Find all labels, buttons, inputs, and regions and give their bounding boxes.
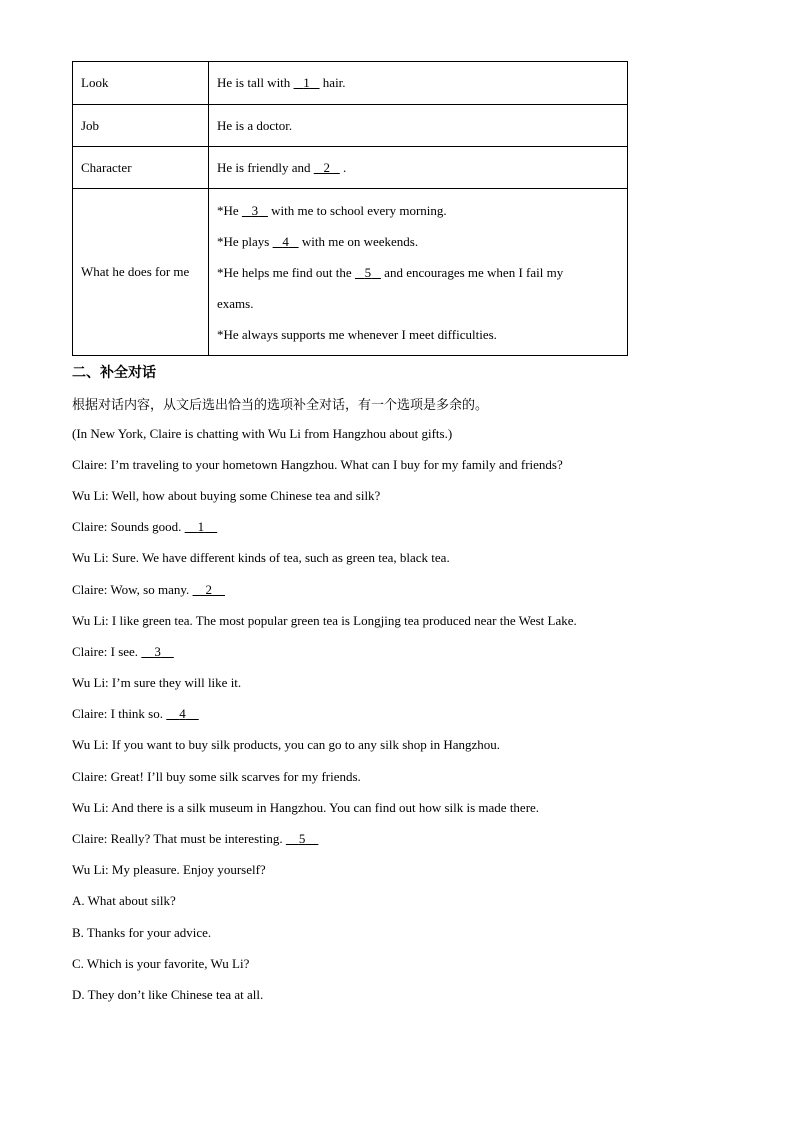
- dialogue-line: Claire: Great! I’ll buy some silk scarves for my friends.: [72, 769, 361, 784]
- section-instruction: 根据对话内容，从文后选出恰当的选项补全对话，有一个选项是多余的。: [72, 398, 489, 413]
- text-fragment: He is friendly and: [217, 159, 314, 175]
- dialogue-line: Claire: Really? That must be interesting. 5: [72, 831, 318, 847]
- blank-2: 2: [323, 159, 331, 175]
- text-fragment: He is tall with: [217, 75, 294, 90]
- dialogue-blank-3: 3: [154, 644, 161, 659]
- dialogue-blank-1: 1: [197, 519, 205, 534]
- dialogue-line: Wu Li: And there is a silk museum in Hangzhou. You can find out how silk is made there.: [72, 800, 540, 815]
- text-fragment: hair.: [319, 75, 346, 90]
- dialogue-line: Claire: I’m traveling to your hometown Hangzhou. What can I buy for my family and friends?: [72, 457, 563, 472]
- dialogue-line: Claire: I think so. 4: [72, 706, 199, 722]
- row-label: Job: [73, 105, 209, 147]
- table-row: [73, 62, 628, 105]
- table-row: [73, 105, 628, 147]
- dialogue-blank-2: 2: [205, 582, 213, 597]
- dialogue-blank-4: 4: [179, 706, 186, 721]
- table-row: [73, 189, 628, 356]
- text-fragment: .: [339, 159, 347, 175]
- option-a: A. What about silk?: [72, 893, 176, 908]
- dialogue-line: Claire: Wow, so many. 2: [72, 582, 225, 598]
- dialogue-line: Wu Li: My pleasure. Enjoy yourself?: [72, 862, 266, 877]
- action-line: exams.: [217, 295, 254, 311]
- option-d: D. They don’t like Chinese tea at all.: [72, 987, 264, 1002]
- dialogue-blank-5: 5: [298, 831, 306, 846]
- dialogue-line: Claire: I see. 3: [72, 644, 174, 660]
- action-line: *He helps me find out the 5 and encourages me when I fail my: [217, 257, 619, 288]
- row-content: [209, 147, 628, 189]
- row-label: What he does for me: [73, 189, 209, 356]
- option-b: B. Thanks for your advice.: [72, 925, 212, 940]
- section-title: 二、补全对话: [72, 365, 156, 381]
- dialogue-line: Wu Li: Well, how about buying some Chinese tea and silk?: [72, 488, 381, 503]
- blank-1: 1: [303, 75, 310, 90]
- row-content: [209, 62, 628, 105]
- action-line: *He plays 4 with me on weekends.: [217, 226, 619, 257]
- action-line: *He always supports me whenever I meet difficulties.: [217, 326, 497, 342]
- dialogue-line: Wu Li: I’m sure they will like it.: [72, 675, 242, 690]
- description-table: [72, 61, 628, 356]
- dialogue-line: Wu Li: I like green tea. The most popular green tea is Longjing tea produced near the West Lake.: [72, 613, 577, 628]
- dialogue-line: Wu Li: If you want to buy silk products, you can go to any silk shop in Hangzhou.: [72, 737, 501, 752]
- dialogue-intro: (In New York, Claire is chatting with Wu Li from Hangzhou about gifts.): [72, 426, 453, 441]
- action-line: *He 3 with me to school every morning.: [217, 195, 619, 226]
- dialogue-line: Claire: Sounds good. 1: [72, 519, 217, 535]
- blank-4: 4: [282, 233, 289, 249]
- row-content: [209, 189, 628, 356]
- blank-3: 3: [251, 202, 259, 218]
- row-label: Look: [73, 62, 209, 105]
- option-c: C. Which is your favorite, Wu Li?: [72, 956, 250, 971]
- row-content: He is a doctor.: [209, 105, 628, 147]
- row-label: Character: [73, 147, 209, 189]
- table-row: [73, 147, 628, 189]
- blank-5: 5: [364, 264, 372, 280]
- dialogue-line: Wu Li: Sure. We have different kinds of tea, such as green tea, black tea.: [72, 550, 450, 565]
